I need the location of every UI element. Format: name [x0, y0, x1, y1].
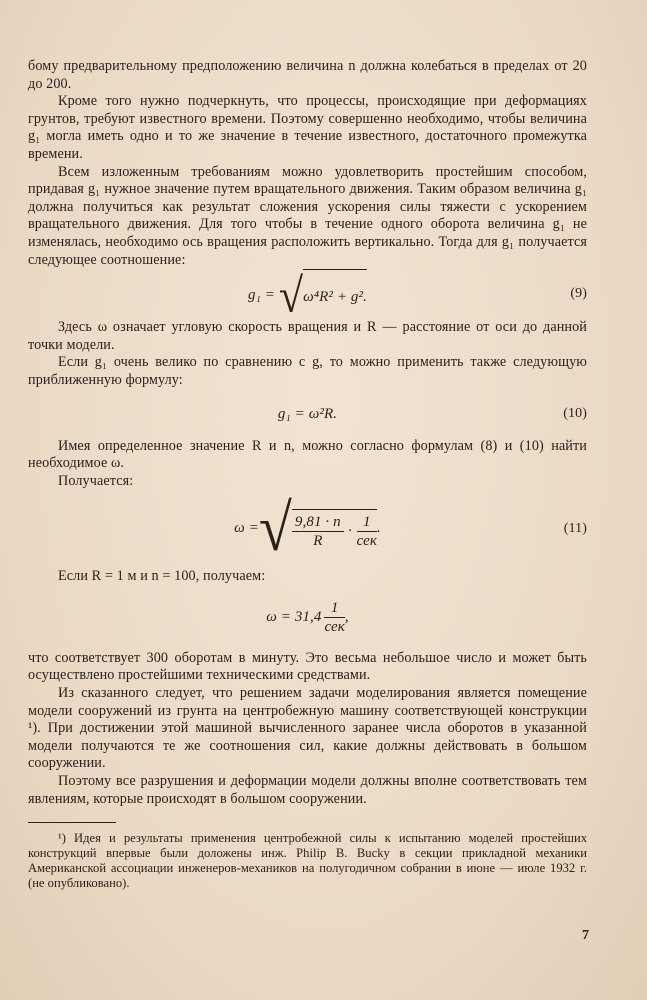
omega-lhs: ω = 31,4 — [266, 609, 322, 626]
equation-9: g₁ = √ω⁴R² + g². (9) — [248, 268, 587, 323]
paragraph-5: Если g₁ очень велико по сравнению с g, то можно применить также следующую приближенную формулу: — [28, 354, 587, 388]
body-text — [28, 58, 587, 808]
paragraph-4: Здесь ω означает угловую скорость вращения и R — расстояние от оси до данной точки модели. — [28, 319, 587, 353]
paragraph-1: бому предварительному предположению величина n должна колебаться в пределах от 20 до 200. — [28, 58, 587, 92]
sqrt-symbol: √ — [278, 268, 304, 323]
eq9-lhs: g₁ — [248, 287, 261, 304]
eq10-text: g₁ = ω²R. — [277, 405, 338, 422]
paragraph-2: Кроме того нужно подчеркнуть, что процессы, происходящие при деформациях грунтов, требуют известного времени. Поэтому совершенно необходимо, чтобы величина g₁ могла иметь одно и то же значение в течение известного, достаточного промежутка времени. — [28, 93, 587, 162]
sqrt-symbol-large: √ — [258, 492, 292, 565]
omega-fraction: $\frac{1}{\text{сек}}$ — [324, 600, 345, 636]
paragraph-7: Получается: — [58, 472, 134, 489]
paragraph-3: Всем изложенным требованиям можно удовлетворить простейшим способом, придавая g₁ нужное значение путем вращательного движения. Таким образом величина g₁ должна получиться как результат сложения ускорения силы тяжести с ускорением вращательного движения. Для того чтобы в течение одного оборота величина g₁ не изменялась, необходимо ось вращения расположить вертикально. Тогда для g₁ получается следующее соотношение: — [28, 163, 587, 268]
paragraph-9: что соответствует 300 оборотам в минуту. Это весьма небольшое число и может быть осуществлено простейшими техническими средствами. — [28, 649, 587, 684]
eq11-fraction-1: $\frac{9,81 \cdot n}{R}$ — [292, 513, 344, 550]
eq11-lhs: ω = — [234, 520, 259, 537]
equation-10 — [28, 390, 587, 438]
equation-number-10: (10) — [563, 405, 587, 421]
paragraph-6: Имея определенное значение R и n, можно согласно формулам (8) и (10) найти необходимое ω. — [28, 437, 587, 472]
eq11-radicand: $\frac{9,81 \cdot n}{R}$ · $\frac{1}{\text{сек}}$ — [292, 509, 377, 550]
eq9-rhs: ω⁴R² + g². — [303, 269, 367, 322]
footnote-divider — [28, 822, 116, 823]
paragraph-10: Из сказанного следует, что решением задачи моделирования является помещение модели сооружений из грунта на центробежную машину соответствующей конструкции ¹). При достижении этой машиной вычисленного заранее числа оборотов в указанной модели получаются те же соотношения сил, какие должны действовать в большом сооружении. — [28, 685, 587, 772]
equation-11: ω = √ $\frac{9,81 \cdot n}{R}$ · $\frac{1}{\text{сек}}$ . (11) — [234, 492, 587, 565]
paragraph-8: Если R = 1 м и n = 100, получаем: — [58, 568, 266, 585]
footnote — [28, 831, 587, 891]
equation-number-11: (11) — [563, 521, 587, 537]
equation-number-9: (9) — [570, 286, 587, 302]
eq11-fraction-2: $\frac{1}{\text{сек}}$ — [356, 513, 377, 549]
paragraph-11: Поэтому все разрушения и деформации модели должны вполне соответствовать тем явлениям, которые происходят в большом сооружении. — [28, 773, 587, 807]
footnote-text: ¹) Идея и результаты применения центробежной силы к испытанию моделей простейших конструкций впервые были доложены инж. Philip B. Bucky в секции прикладной механики Американской ассоциации инженеров-механиков на полугодичном собрании в июне — июле 1932 г. (не опубликовано). — [28, 831, 587, 891]
equation-omega — [28, 586, 587, 650]
page-number: 7 — [582, 928, 589, 943]
omega-tail: , — [344, 609, 349, 626]
